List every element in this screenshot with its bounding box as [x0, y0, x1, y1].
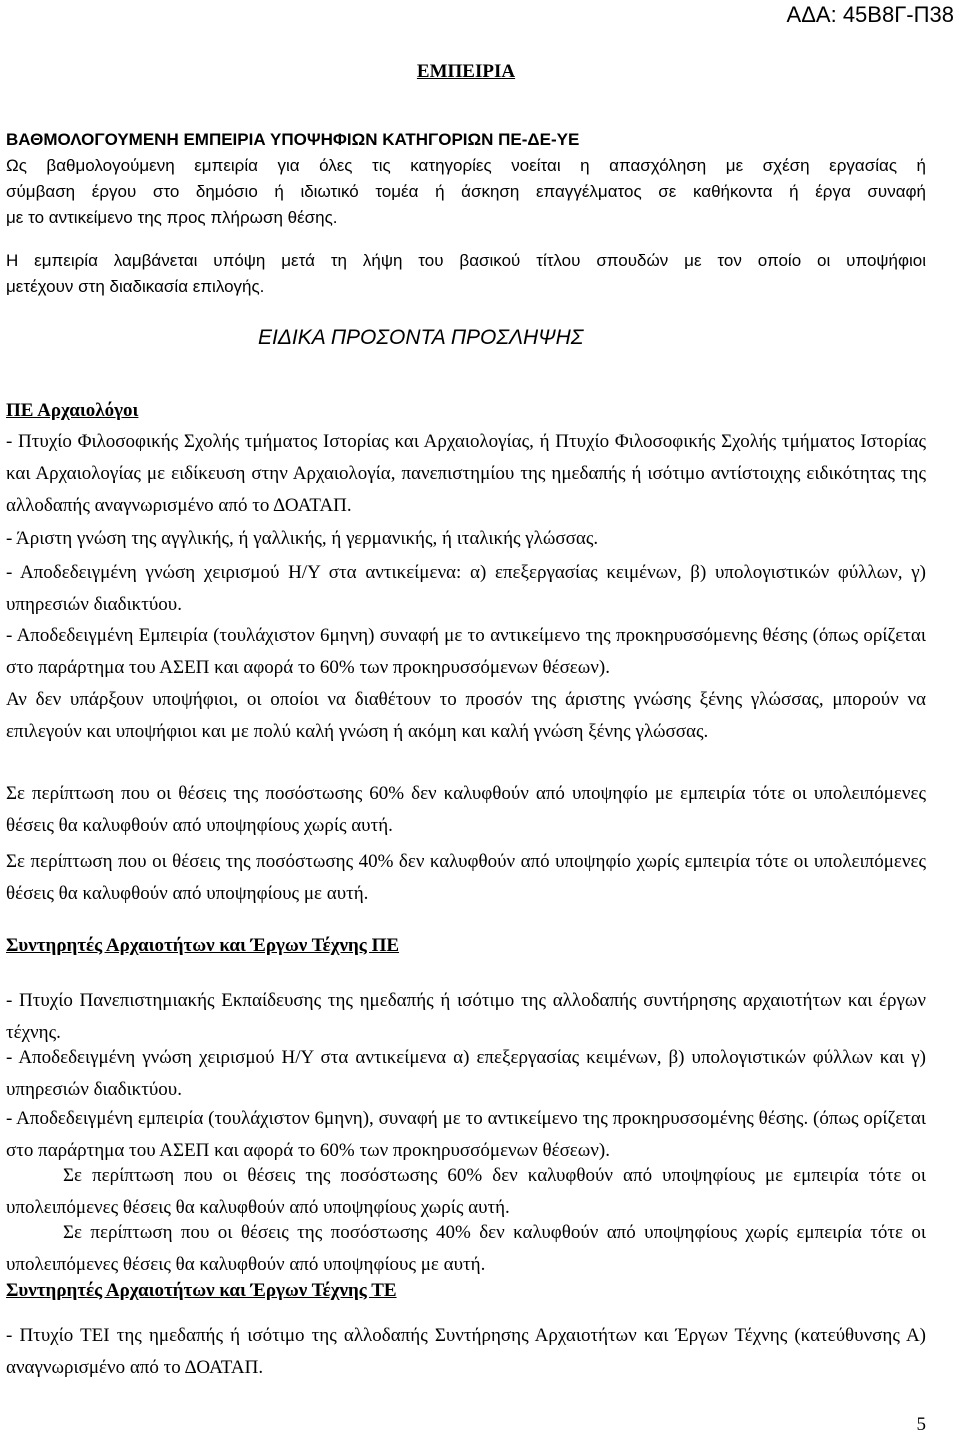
- experience-line: Η εμπειρία λαμβάνεται υπόψη μετά τη λήψη του βασικού τίτλου σπουδών με τον οποίο οι υποψήφιοι: [6, 251, 926, 270]
- experience-line: Ως βαθμολογούμενη εμπειρία για όλες τις κατηγορίες νοείται η απασχόληση με σχέση εργασίας ή: [6, 156, 926, 175]
- experience-heading: ΒΑΘΜΟΛΟΓΟΥΜΕΝΗ ΕΜΠΕΙΡΙΑ ΥΠΟΨΗΦΙΩΝ ΚΑΤΗΓΟΡΙΩΝ ΠΕ-ΔΕ-ΥΕ: [6, 130, 580, 149]
- experience-line: με το αντικείμενο της προς πλήρωση θέσης.: [6, 208, 338, 227]
- page-number: 5: [916, 1414, 926, 1435]
- qualification-paragraph: - Πτυχίο Φιλοσοφικής Σχολής τμήματος Ιστορίας και Αρχαιολογίας, ή Πτυχίο Φιλοσοφικής Σχολής τμήματος Ιστορίας και Αρχαιολογίας με ειδίκευση στην Αρχαιολογία, πανεπιστημίου της ημεδαπής ή ισότιμο αντίστοιχης ειδικότητας της αλλοδαπής αναγνωρισμένο από το ΔΟΑΤΑΠ.: [6, 431, 926, 516]
- qualification-paragraph: - Αποδεδειγμένη γνώση χειρισμού Η/Υ στα αντικείμενα α) επεξεργασίας κειμένων, β) υπολογιστικών φύλλων και γ) υπηρεσιών διαδικτύου.: [6, 1047, 926, 1100]
- qualification-paragraph: - Αποδεδειγμένη γνώση χειρισμού Η/Υ στα αντικείμενα: α) επεξεργασίας κειμένων, β) υπολογιστικών φύλλων, γ) υπηρεσιών διαδικτύου.: [6, 562, 926, 615]
- quota-paragraph: Σε περίπτωση που οι θέσεις της ποσόστωσης 60% δεν καλυφθούν από υποψηφίο με εμπειρία τότε οι υπολειπόμενες θέσεις θα καλυφθούν από υποψηφίους χωρίς αυτή.: [6, 783, 926, 836]
- experience-line: μετέχουν στη διαδικασία επιλογής.: [6, 277, 265, 296]
- qualification-paragraph: - Αποδεδειγμένη Εμπειρία (τουλάχιστον 6μηνη) συναφή με το αντικείμενο της προκηρυσσόμενης θέσης (όπως ορίζεται στο παράρτημα του ΑΣΕΠ και αφορά το 60% των προκηρυσσόμενων θέσεων).: [6, 625, 926, 678]
- quota-paragraph: Σε περίπτωση που οι θέσεις της ποσόστωσης 40% δεν καλυφθούν από υποψηφίο χωρίς εμπειρία τότε οι υπολειπόμενες θέσεις θα καλυφθούν από υποψηφίους με αυτή.: [6, 851, 926, 904]
- special-qualifications-title: ΕΙΔΙΚΑ ΠΡΟΣΟΝΤΑ ΠΡΟΣΛΗΨΗΣ: [258, 326, 584, 349]
- qualification-paragraph: - Αποδεδειγμένη εμπειρία (τουλάχιστον 6μηνη), συναφή με το αντικείμενο της προκηρυσσομένης θέσης. (όπως ορίζεται στο παράρτημα του ΑΣΕΠ και αφορά το 60% των προκηρυσσόμενων θέσεων).: [6, 1108, 926, 1161]
- quota-paragraph: Σε περίπτωση που οι θέσεις της ποσόστωσης 60% δεν καλυφθούν από υποψηφίους με εμπειρία τότε οι υπολειπόμενες θέσεις θα καλυφθούν από υποψηφίους χωρίς αυτή.: [6, 1165, 926, 1218]
- document-code: ΑΔΑ: 45Β8Γ-Π38: [786, 2, 954, 27]
- qualification-paragraph: - Πτυχίο ΤΕΙ της ημεδαπής ή ισότιμο της αλλοδαπής Συντήρησης Αρχαιοτήτων και Έργων Τέχνης (κατεύθυνσης Α) αναγνωρισμένο από το ΔΟΑΤΑΠ.: [6, 1325, 926, 1378]
- experience-line: σύμβαση έργου στο δημόσιο ή ιδιωτικό τομέα ή άσκηση επαγγέλματος σε καθήκοντα ή έργα συναφή: [6, 182, 926, 201]
- qualification-paragraph: Αν δεν υπάρξουν υποψήφιοι, οι οποίοι να διαθέτουν το προσόν της άριστης γνώσης ξένης γλώσσας, μπορούν να επιλεγούν και υποψήφιοι και με πολύ καλή γνώση ή ακόμη και καλή γνώση ξένης γλώσσας.: [6, 689, 926, 742]
- qualification-paragraph: - Πτυχίο Πανεπιστημιακής Εκπαίδευσης της ημεδαπής ή ισότιμο της αλλοδαπής συντήρησης αρχαιοτήτων και έργων τέχνης.: [6, 990, 926, 1043]
- quota-paragraph: Σε περίπτωση που οι θέσεις της ποσόστωσης 40% δεν καλυφθούν από υποψηφίους χωρίς εμπειρία τότε οι υπολειπόμενες θέσεις θα καλυφθούν από υποψηφίους με αυτή.: [6, 1222, 926, 1275]
- section-title-experience: ΕΜΠΕΙΡΙΑ: [416, 61, 516, 82]
- section-heading-pe-archaeologists: ΠΕ Αρχαιολόγοι: [6, 400, 139, 421]
- section-heading-conservators-pe: Συντηρητές Αρχαιοτήτων και Έργων Τέχνης ΠΕ: [6, 935, 400, 956]
- section-heading-conservators-te: Συντηρητές Αρχαιοτήτων και Έργων Τέχνης ΤΕ: [6, 1280, 397, 1301]
- qualification-paragraph: - Άριστη γνώση της αγγλικής, ή γαλλικής, ή γερμανικής, ή ιταλικής γλώσσας.: [6, 528, 599, 549]
